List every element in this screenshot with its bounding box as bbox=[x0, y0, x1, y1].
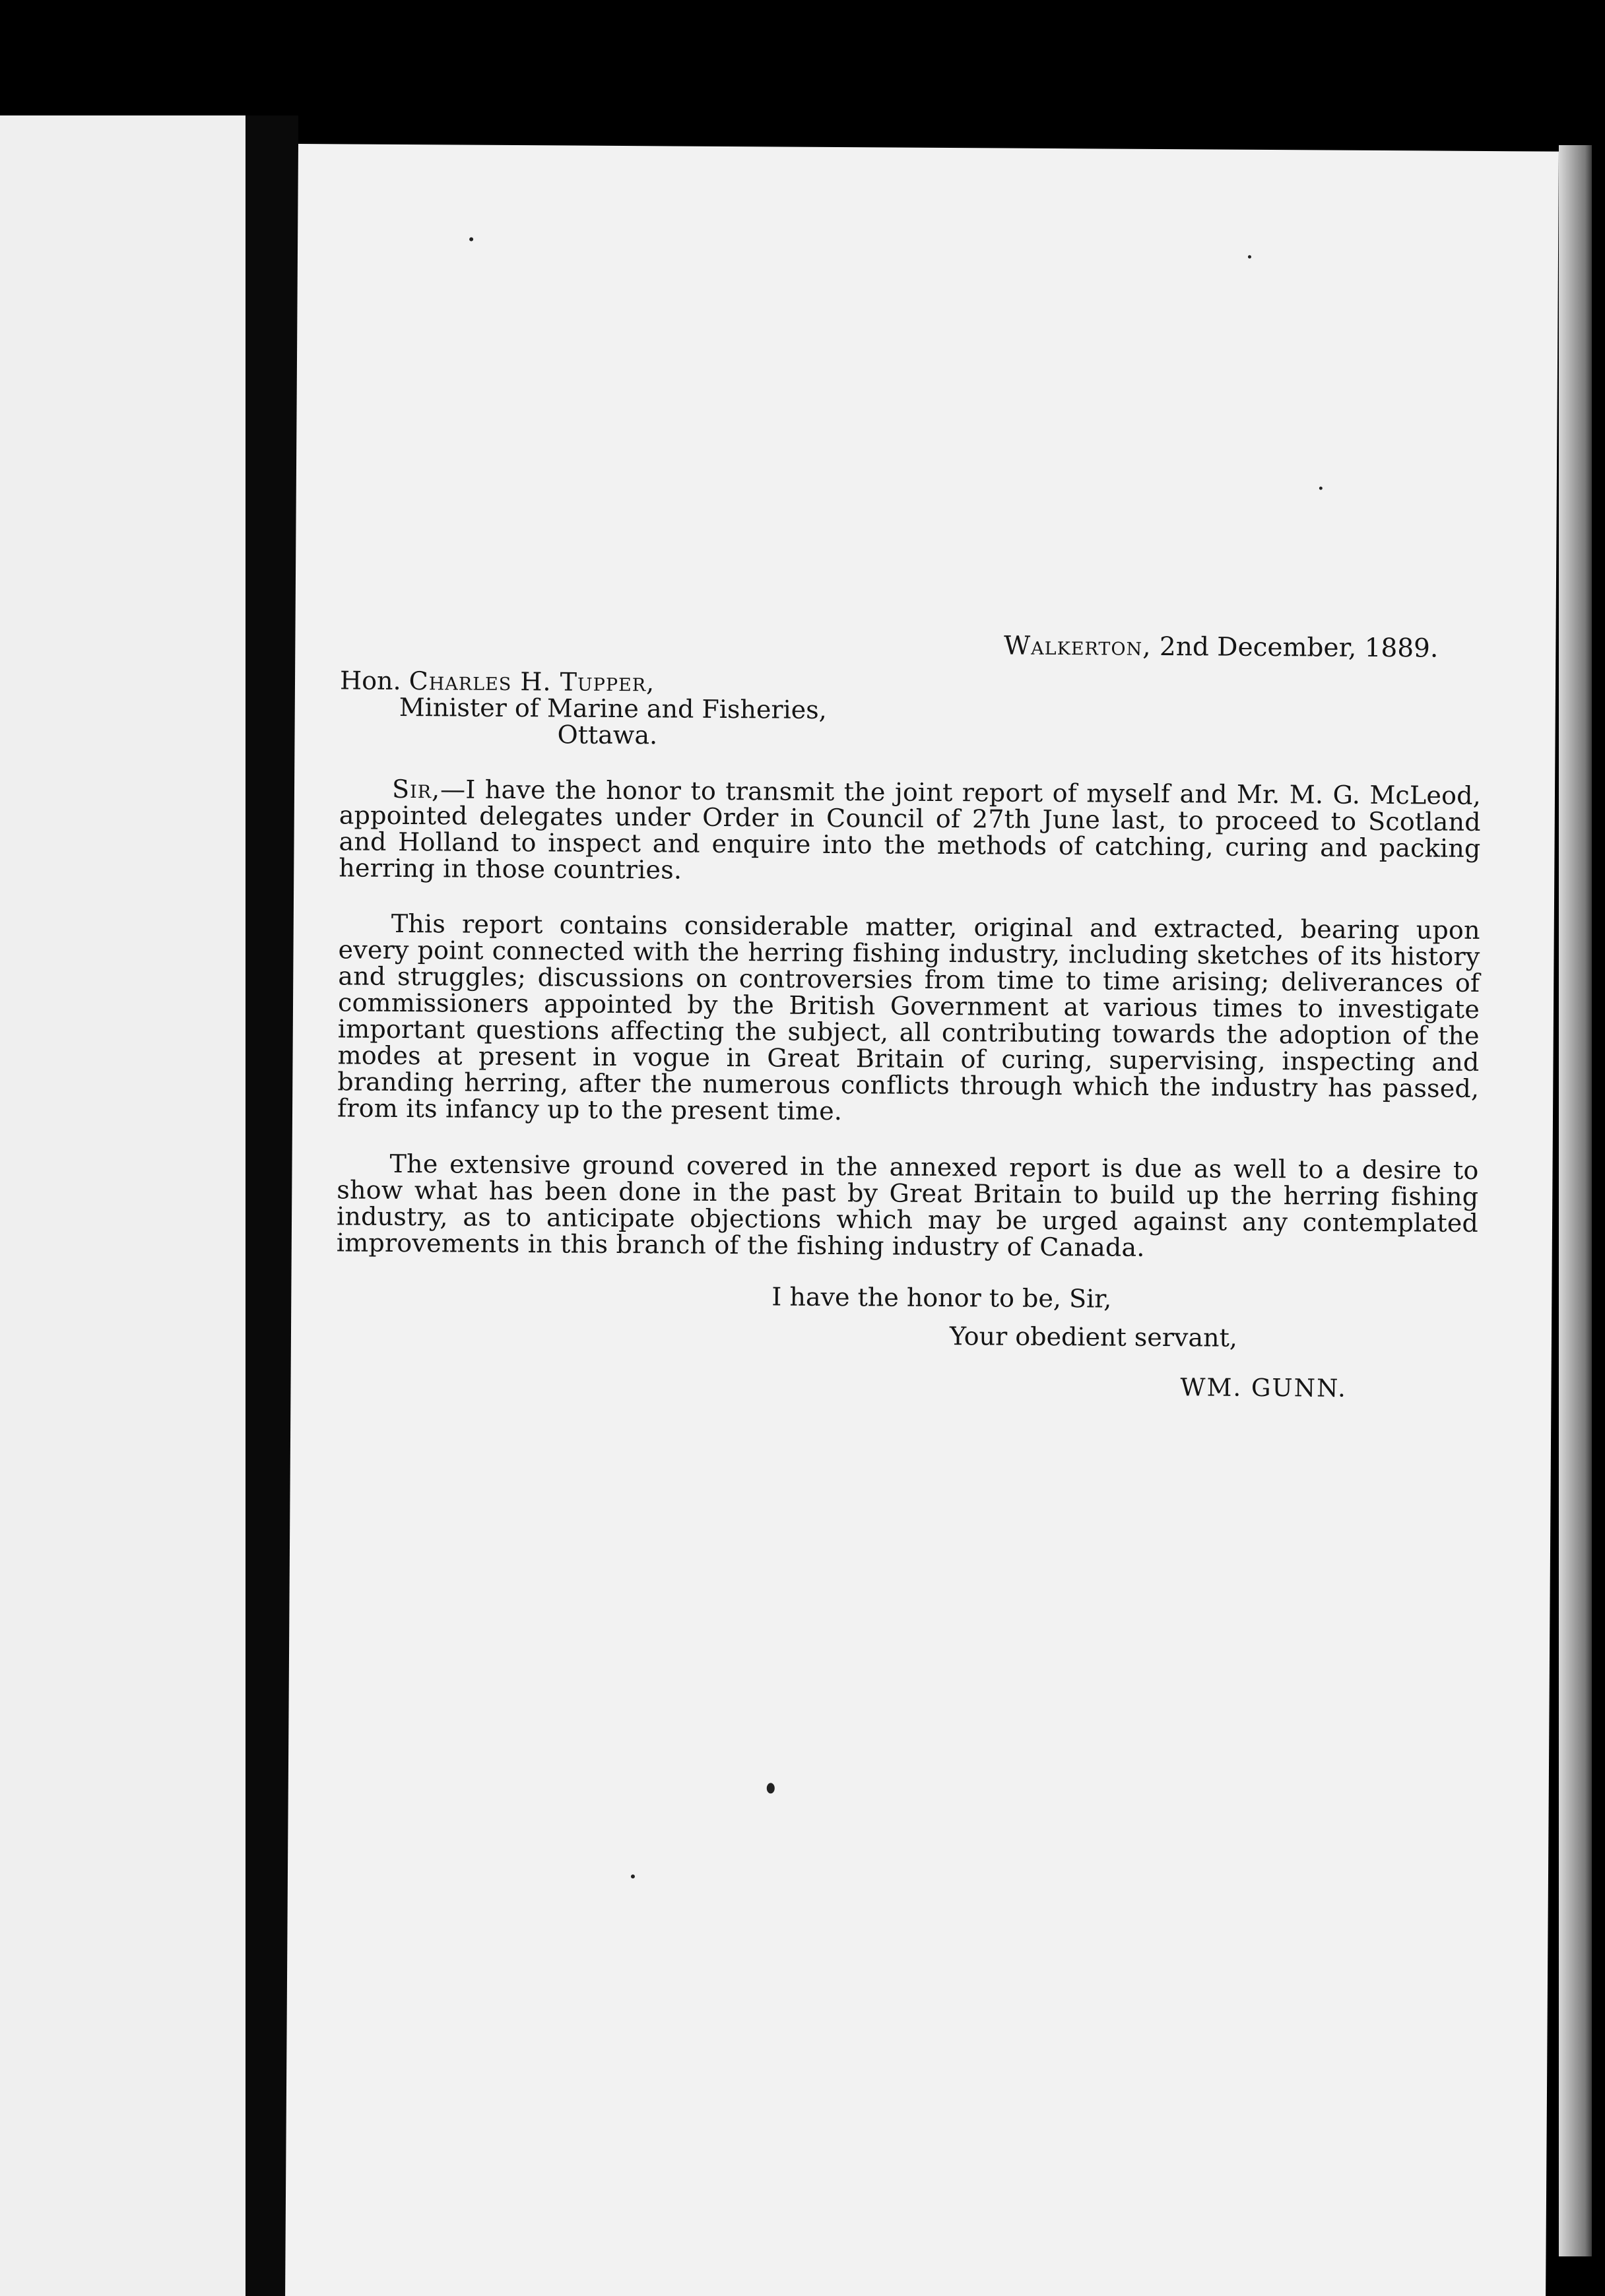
dateline-place: Walkerton, bbox=[1003, 631, 1152, 662]
paragraph-1 bbox=[339, 775, 1481, 888]
addressee-title: Minister of Marine and Fisheries, bbox=[399, 692, 827, 724]
closing-line-1: I have the honor to be, Sir, bbox=[771, 1282, 1112, 1314]
addressee-block bbox=[339, 667, 1482, 753]
paragraph-2: This report contains considerable matter, original and extracted, bearing upon every point connected with the herring fishing industry, including sketches of its history and struggles; discussions on controversies from time to time arising; deliverances of commissioners appointed by the British Government at various times to investigate important questions affecting the subject, all contributing towards the adoption of the modes at present in vogue in Great Britain of curing, supervising, inspecting and branding herring, after the numerous conflicts through which the industry has passed, from its infancy up to the present time. bbox=[337, 909, 1480, 1126]
left-page bbox=[0, 115, 246, 2296]
ink-speck bbox=[631, 1874, 635, 1878]
ink-speck bbox=[1248, 255, 1251, 259]
ink-speck bbox=[767, 1783, 775, 1793]
addressee-prefix: Hon. bbox=[339, 666, 401, 695]
signature: WM. GUNN. bbox=[1180, 1373, 1347, 1403]
paragraph-1-text: —I have the honor to transmit the joint report of myself and Mr. M. G. McLeod, appointed delegates under Order in Council of 27th June last, to proceed to Scotland and Holland to inspect and enquire into the methods of catching, curing and packing herring in those countries. bbox=[339, 775, 1482, 885]
addressee-city: Ottawa. bbox=[557, 720, 658, 750]
closing-line-2: Your obedient servant, bbox=[949, 1322, 1238, 1353]
dateline bbox=[340, 629, 1482, 662]
page-edge-shadow bbox=[1559, 145, 1592, 2256]
ink-speck bbox=[1319, 486, 1323, 490]
paragraph-3: The extensive ground covered in the annexed report is due as well to a desire to show what has been done in the past by Great Britain to build up the herring fishing industry, as to anticipate objections which may be urged against any contemplated improvements in this branch of the fishing industry of Canada. bbox=[336, 1149, 1479, 1262]
closing-block bbox=[335, 1281, 1478, 1403]
addressee-name-text: Charles H. Tupper, bbox=[409, 666, 655, 697]
salutation: Sir, bbox=[391, 774, 441, 804]
dateline-date: 2nd December, 1889. bbox=[1159, 631, 1439, 664]
ink-speck bbox=[469, 238, 473, 241]
letter-body bbox=[335, 629, 1482, 1403]
letter-page bbox=[285, 144, 1559, 2296]
